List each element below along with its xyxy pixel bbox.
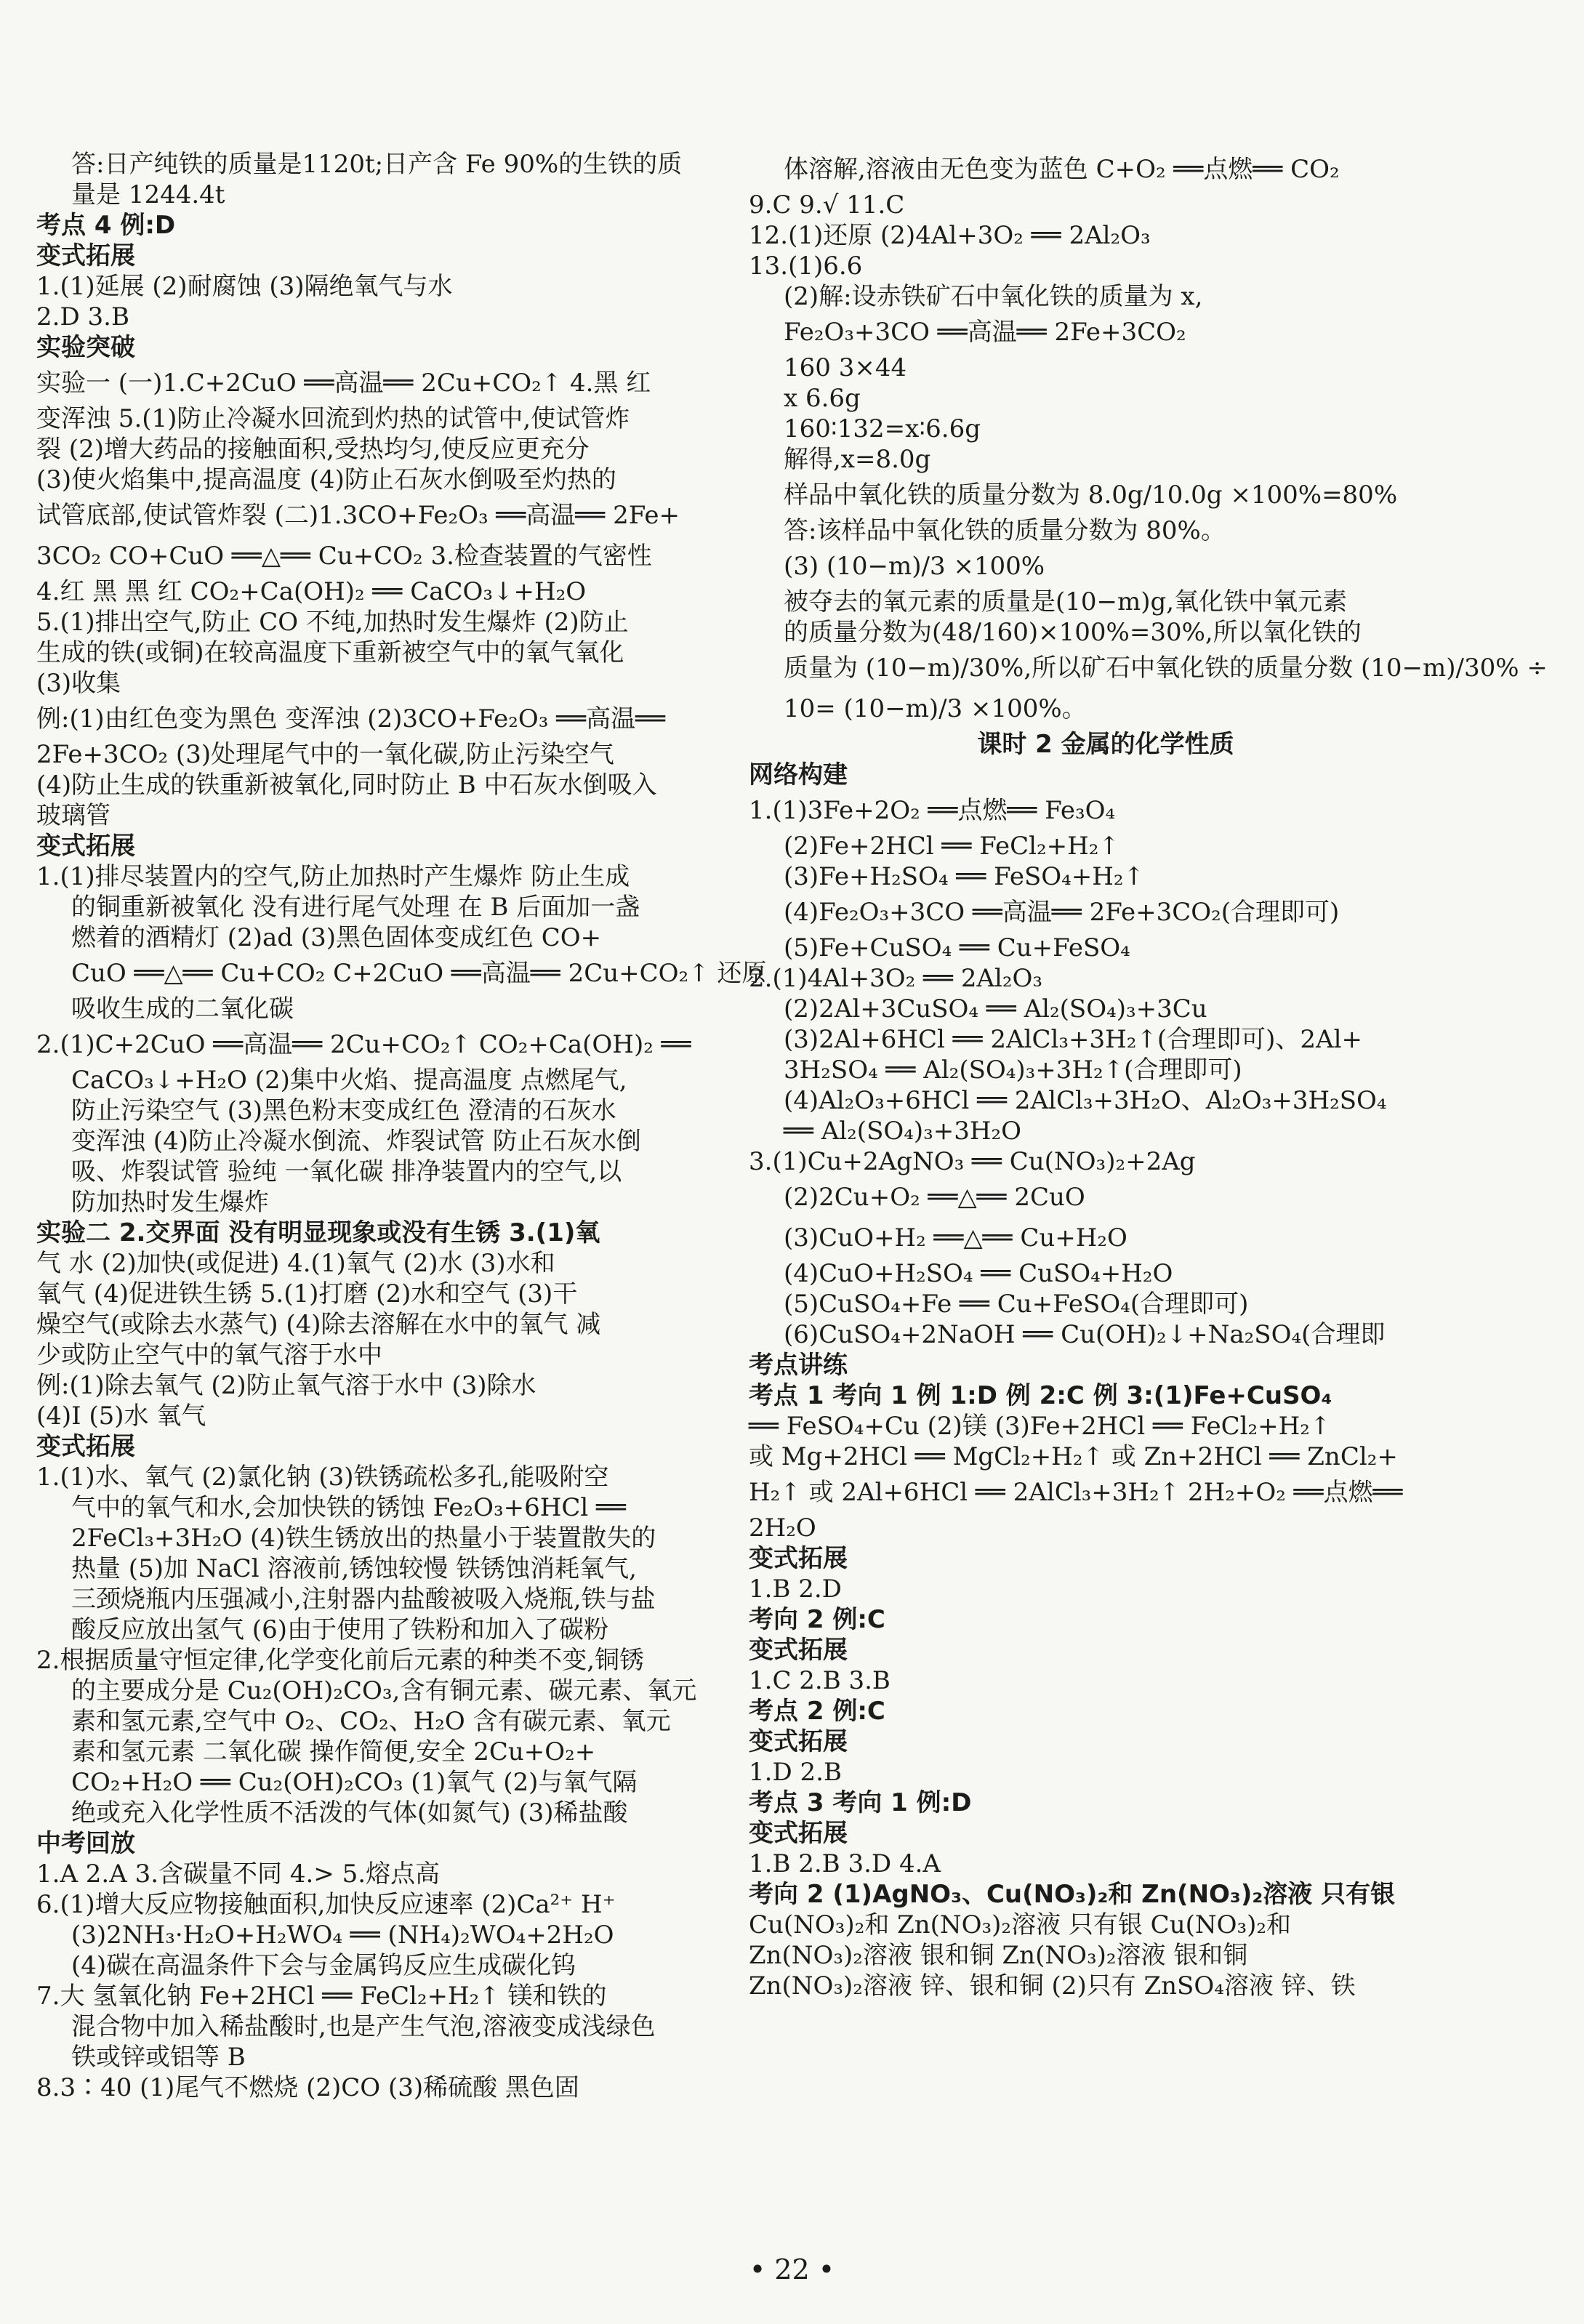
text-line: 解得,x=8.0g [784,445,931,474]
section-heading: 变式拓展 [749,1819,848,1848]
text-line: (4)防止生成的铁重新被氧化,同时防止 B 中石灰水倒吸入 [36,771,657,800]
section-heading: 变式拓展 [36,1432,135,1461]
text-line: 9.C 9.√ 11.C [749,190,905,220]
text-line: 质量为 (10−m)/30%,所以矿石中氧化铁的质量分数 (10−m)/30% ÷ [784,654,1548,683]
text-line: 热量 (5)加 NaCl 溶液前,锈蚀较慢 铁锈蚀消耗氧气, [71,1554,637,1583]
text-line: 气中的氧气和水,会加快铁的锈蚀 Fe₂O₃+6HCl ══ [71,1493,627,1522]
text-line: 氧气 (4)促进铁生锈 5.(1)打磨 (2)水和空气 (3)干 [36,1279,578,1308]
text-line: 3CO₂ CO+CuO ══△══ Cu+CO₂ 3.检查装置的气密性 [36,542,652,571]
text-line: 素和氢元素 二氧化碳 操作简便,安全 2Cu+O₂+ [71,1737,596,1766]
text-line: 160 3×44 [784,353,907,382]
text-line: 素和氢元素,空气中 O₂、CO₂、H₂O 含有碳元素、氧元 [71,1707,671,1736]
text-line: 实验一 (一)1.C+2CuO ══高温══ 2Cu+CO₂↑ 4.黑 红 [36,369,651,398]
section-heading: 变式拓展 [749,1727,848,1756]
text-line: 变浑浊 (4)防止冷凝水倒流、炸裂试管 防止石灰水倒 [71,1127,641,1156]
text-line: H₂↑ 或 2Al+6HCl ══ 2AlCl₃+3H₂↑ 2H₂+O₂ ══点燃══ [749,1478,1403,1507]
text-line: 体溶解,溶液由无色变为蓝色 C+O₂ ══点燃══ CO₂ [784,155,1340,184]
text-line: Cu(NO₃)₂和 Zn(NO₃)₂溶液 只有银 Cu(NO₃)₂和 [749,1910,1292,1939]
text-line: 变浑浊 5.(1)防止冷凝水回流到灼热的试管中,使试管炸 [36,404,630,433]
text-line: 被夺去的氧元素的质量是(10−m)g,氧化铁中氧元素 [784,587,1348,616]
text-line: 试管底部,使试管炸裂 (二)1.3CO+Fe₂O₃ ══高温══ 2Fe+ [36,501,680,530]
text-line: 铁或锌或铝等 B [71,2043,246,2072]
text-line: 1.(1)3Fe+2O₂ ══点燃══ Fe₃O₄ [749,796,1116,825]
section-heading: 考点 1 考向 1 例 1:D 例 2:C 例 3:(1)Fe+CuSO₄ [749,1381,1332,1410]
text-line: 1.(1)排尽装置内的空气,防止加热时产生爆炸 防止生成 [36,862,630,891]
text-line: 玻璃管 [36,801,110,830]
text-line: 三颈烧瓶内压强减小,注射器内盐酸被吸入烧瓶,铁与盐 [71,1585,656,1614]
section-heading: 变式拓展 [36,241,135,270]
section-heading: 变式拓展 [749,1544,848,1573]
text-line: 2.(1)C+2CuO ══高温══ 2Cu+CO₂↑ CO₂+Ca(OH)₂ ══ [36,1030,691,1059]
text-line: 酸反应放出氢气 (6)由于使用了铁粉和加入了碳粉 [71,1615,608,1644]
text-line: (4)碳在高温条件下会与金属钨反应生成碳化钨 [71,1951,576,1980]
section-heading: 考向 2 (1)AgNO₃、Cu(NO₃)₂和 Zn(NO₃)₂溶液 只有银 [749,1880,1396,1909]
text-line: (4)Al₂O₃+6HCl ══ 2AlCl₃+3H₂O、Al₂O₃+3H₂SO₄ [784,1086,1387,1115]
text-line: CuO ══△══ Cu+CO₂ C+2CuO ══高温══ 2Cu+CO₂↑ 还原 [71,959,767,988]
text-line: (4)Fe₂O₃+3CO ══高温══ 2Fe+3CO₂(合理即可) [784,898,1340,927]
text-line: 燃着的酒精灯 (2)ad (3)黑色固体变成红色 CO+ [71,923,602,952]
text-line: Fe₂O₃+3CO ══高温══ 2Fe+3CO₂ [784,318,1186,347]
section-heading: 中考回放 [36,1829,135,1858]
text-line: (4)CuO+H₂SO₄ ══ CuSO₄+H₂O [784,1259,1173,1288]
section-heading: 考点 3 考向 1 例:D [749,1788,972,1817]
text-line: 生成的铁(或铜)在较高温度下重新被空气中的氧气氧化 [36,638,624,667]
text-line: (4)Ⅰ (5)水 氧气 [36,1402,206,1431]
section-heading: 变式拓展 [36,832,135,861]
left-column [36,149,767,2103]
text-line: (5)Fe+CuSO₄ ══ Cu+FeSO₄ [784,933,1130,962]
text-line: (5)CuSO₄+Fe ══ Cu+FeSO₄(合理即可) [784,1290,1249,1319]
text-line: 燥空气(或除去水蒸气) (4)除去溶解在水中的氧气 减 [36,1310,601,1339]
text-line: CO₂+H₂O ══ Cu₂(OH)₂CO₃ (1)氧气 (2)与氧气隔 [71,1768,638,1797]
text-line: 气 水 (2)加快(或促进) 4.(1)氧气 (2)水 (3)水和 [36,1249,555,1278]
text-line: 答:该样品中氧化铁的质量分数为 80%。 [784,516,1226,545]
text-line: x 6.6g [784,384,861,413]
text-line: 课时 2 金属的化学性质 [977,730,1234,759]
section-heading: 实验突破 [36,333,135,362]
text-line: (6)CuSO₄+2NaOH ══ Cu(OH)₂↓+Na₂SO₄(合理即 [784,1320,1386,1349]
text-line: 2FeCl₃+3H₂O (4)铁生锈放出的热量小于装置散失的 [71,1524,656,1553]
text-line: 1.(1)水、氧气 (2)氯化钠 (3)铁锈疏松多孔,能吸附空 [36,1463,609,1492]
text-line: 例:(1)由红色变为黑色 变浑浊 (2)3CO+Fe₂O₃ ══高温══ [36,704,666,733]
text-line: 1.B 2.B 3.D 4.A [749,1849,941,1878]
text-line: 1.(1)延展 (2)耐腐蚀 (3)隔绝氧气与水 [36,272,453,301]
text-line: 2.D 3.B [36,302,129,331]
text-line: 1.C 2.B 3.B [749,1666,891,1695]
text-line: 样品中氧化铁的质量分数为 8.0g/10.0g ×100%=80% [784,481,1398,510]
text-line: (2)2Cu+O₂ ══△══ 2CuO [784,1183,1085,1212]
text-line: 13.(1)6.6 [749,252,863,281]
text-line: 裂 (2)增大药品的接触面积,受热均匀,使反应更充分 [36,435,590,464]
text-line: 少或防止空气中的氧气溶于水中 [36,1340,382,1370]
text-line: 3H₂SO₄ ══ Al₂(SO₄)₃+3H₂↑(合理即可) [784,1056,1242,1085]
text-line: 答:日产纯铁的质量是1120t;日产含 Fe 90%的生铁的质 [71,150,683,179]
text-line: 1.D 2.B [749,1758,842,1787]
text-line: 2.根据质量守恒定律,化学变化前后元素的种类不变,铜锈 [36,1646,645,1675]
text-line: (3)2NH₃·H₂O+H₂WO₄ ══ (NH₄)₂WO₄+2H₂O [71,1921,614,1950]
text-line: (2)解:设赤铁矿石中氧化铁的质量为 x, [784,282,1203,311]
text-line: 绝或充入化学性质不活泼的气体(如氮气) (3)稀盐酸 [71,1798,628,1828]
section-heading: 考点 2 例:C [749,1697,885,1726]
text-line: Zn(NO₃)₂溶液 银和铜 Zn(NO₃)₂溶液 银和铜 [749,1941,1248,1970]
section-heading: 实验二 2.交界面 没有明显现象或没有生锈 3.(1)氧 [36,1218,600,1247]
section-heading: 考点讲练 [749,1351,848,1380]
text-line: (2)2Al+3CuSO₄ ══ Al₂(SO₄)₃+3Cu [784,994,1207,1024]
text-line: CaCO₃↓+H₂O (2)集中火焰、提高温度 点燃尾气, [71,1066,627,1095]
text-line: 的质量分数为(48/160)×100%=30%,所以氧化铁的 [784,618,1362,647]
text-line: 防加热时发生爆炸 [71,1188,269,1217]
text-line: 3.(1)Cu+2AgNO₃ ══ Cu(NO₃)₂+2Ag [749,1147,1196,1176]
text-line: (3)Fe+H₂SO₄ ══ FeSO₄+H₂↑ [784,862,1145,891]
text-line: 2H₂O [749,1513,816,1543]
text-line: 4.红 黑 黑 红 CO₂+Ca(OH)₂ ══ CaCO₃↓+H₂O [36,577,587,606]
text-line: 7.大 氢氧化钠 Fe+2HCl ══ FeCl₂+H₂↑ 镁和铁的 [36,1982,607,2011]
text-line: ══ FeSO₄+Cu (2)镁 (3)Fe+2HCl ══ FeCl₂+H₂↑ [749,1412,1331,1441]
text-line: 1.A 2.A 3.含碳量不同 4.> 5.熔点高 [36,1859,441,1889]
text-line: 6.(1)增大反应物接触面积,加快反应速率 (2)Ca²⁺ H⁺ [36,1890,616,1919]
section-heading: 考向 2 例:C [749,1605,885,1634]
text-line: (3) (10−m)/3 ×100% [784,552,1045,581]
text-line: 8.3∶40 (1)尾气不燃烧 (2)CO (3)稀硫酸 黑色固 [36,2073,579,2102]
text-line: 吸收生成的二氧化碳 [71,994,294,1024]
section-heading: 变式拓展 [749,1636,848,1665]
text-line: 防止污染空气 (3)黑色粉末变成红色 澄清的石灰水 [71,1096,616,1125]
text-line: 例:(1)除去氧气 (2)防止氧气溶于水中 (3)除水 [36,1371,536,1400]
text-line: (3)收集 [36,669,121,698]
text-line: 2Fe+3CO₂ (3)处理尾气中的一氧化碳,防止污染空气 [36,740,614,769]
text-line: 的主要成分是 Cu₂(OH)₂CO₃,含有铜元素、碳元素、氧元 [71,1676,697,1705]
section-heading: 考点 4 例:D [36,211,176,240]
text-line: Zn(NO₃)₂溶液 锌、银和铜 (2)只有 ZnSO₄溶液 锌、铁 [749,1971,1356,2001]
text-line: (3)2Al+6HCl ══ 2AlCl₃+3H₂↑(合理即可)、2Al+ [784,1025,1362,1054]
right-column [749,149,1548,2001]
text-line: 或 Mg+2HCl ══ MgCl₂+H₂↑ 或 Zn+2HCl ══ ZnCl₂+ [749,1442,1398,1471]
text-line: 2.(1)4Al+3O₂ ══ 2Al₂O₃ [749,964,1043,993]
text-line: 量是 1244.4t [71,180,225,209]
text-line: 12.(1)还原 (2)4Al+3O₂ ══ 2Al₂O₃ [749,221,1151,250]
text-line: 1.B 2.D [749,1575,842,1604]
text-line: 10= (10−m)/3 ×100%。 [784,694,1087,723]
text-line: (3)CuO+H₂ ══△══ Cu+H₂O [784,1223,1127,1253]
text-line: (2)Fe+2HCl ══ FeCl₂+H₂↑ [784,832,1119,861]
text-line: (3)使火焰集中,提高温度 (4)防止石灰水倒吸至灼热的 [36,465,616,494]
text-line: ══ Al₂(SO₄)₃+3H₂O [784,1117,1022,1146]
page-number: • 22 • [749,2253,835,2285]
text-line: 5.(1)排出空气,防止 CO 不纯,加热时发生爆炸 (2)防止 [36,608,629,637]
text-line: 混合物中加入稀盐酸时,也是产生气泡,溶液变成浅绿色 [71,2012,656,2041]
text-line: 160∶132=x∶6.6g [784,414,981,443]
text-line: 的铜重新被氧化 没有进行尾气处理 在 B 后面加一盏 [71,893,640,922]
section-heading: 网络构建 [749,760,848,789]
text-line: 吸、炸裂试管 验纯 一氧化碳 排净装置内的空气,以 [71,1157,622,1186]
